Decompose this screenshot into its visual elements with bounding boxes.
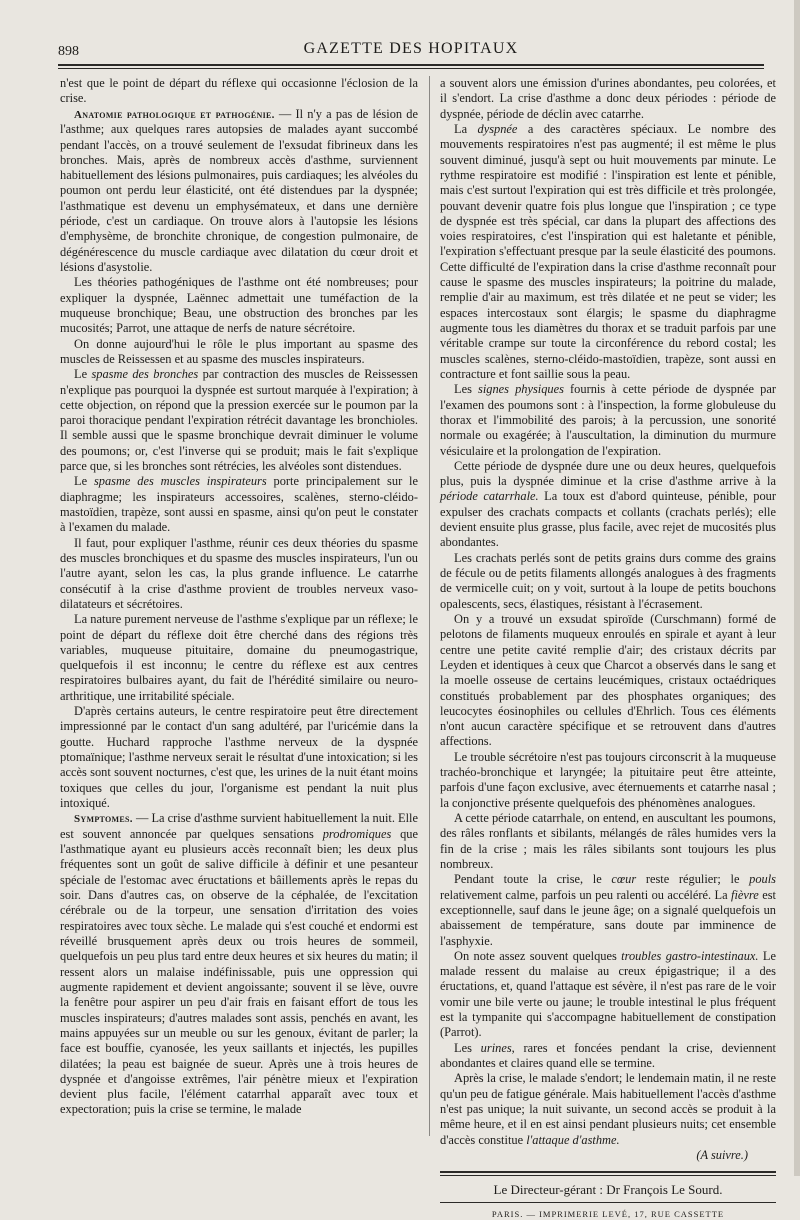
header-rule-thin xyxy=(58,68,764,69)
paragraph-text: — Il n'y a pas de lésion de l'asthme; aux quelques rares autopsies de malades ayant succombé pendant l'accès, on a trouvé seulement de l'exsudat fibrineux dans les bronches. Mais, après de nombreux accès d'asthme, surviennent habituellement des lésions pulmonaires, puis cardiaques; les alvéoles du poumon ont perdu leur élasticité, ont été distendues par la dyspnée; l'asthmatique est devenu un emphysémateux, et dans une dernière période, c'est un cardiaque. On trouve alors à l'autopsie les lésions d'emphysème, de bronchite chronique, de congestion pulmonaire, de dégénérescence du muscle cardiaque avec dilatation du cœur droit et lésions d'asystolie. xyxy=(60,106,418,275)
text: fournis à cette période de dyspnée par l'examen des poumons sont : à l'inspection, la forme globuleuse du thorax et l'immobilité des parois; à la percussion, une sonorité normale ou exagérée; à l'auscultation, la diminution du murmure vésiculaire et la prolongation de l'expiration. xyxy=(440,382,776,458)
section-heading: Symptomes. xyxy=(74,813,133,826)
text: Après la crise, le malade s'endort; le lendemain matin, il ne reste qu'un peu de fatigue générale. Mais habituellement l'accès d'asthme n'est pas unique; la nuit suivante, un second accès se produit à la même heure, et il en est ainsi pendant plusieurs nuits; cet ensemble d'accès constitue xyxy=(440,1071,776,1147)
paragraph xyxy=(440,949,776,1041)
text: que l'asthmatique ayant eu plusieurs accès reconnaît bien; les deux plus fréquentes sont un goût de salive difficile à définir et une pesanteur spéciale de l'estomac avec éructations et bâillements après le repas du soir. Dans d'autres cas, on observe de la céphalée, de l'excitation cérébrale ou de la torpeur, une sensation d'irritation des voies respiratoires avec toux sèche. Le malade qui s'est couché et endormi est réveillé brusquement après deux ou trois heures de sommeil, quelquefois un peu plus tard entre deux heures et six heures du matin; il ressent alors un malaise indéfinissable, puis une oppression qui augmente rapidement et devient angoissante; souvent il se lève, ouvre la fenêtre pour aspirer un peu d'air frais en faisant effort de tous les muscles inspirateurs; d'autres malades sont assis, penchés en avant, les mains appuyées sur un meuble ou sur les genoux, évitant de parler; la face est bouffie, cyanosée, les yeux saillants et injectés, les pupilles dilatées; la peau est baignée de sueur. Après une à trois heures de dyspnée et d'angoisse extrêmes, l'air pénètre mieux et l'expiration devient plus facile, l'élément catarrhal apparaît avec toux et expectoration; puis la crise se termine, le malade xyxy=(60,826,418,1117)
page-edge xyxy=(794,0,800,1176)
italic-term: l'attaque d'asthme. xyxy=(526,1132,620,1147)
text: La xyxy=(454,121,478,136)
paragraph: n'est que le point de départ du réflexe qui occasionne l'éclosion de la crise. xyxy=(60,76,418,106)
paragraph: D'après certains auteurs, le centre respiratoire peut être directement impressionné par le contact d'un sang adultéré, par l'uricémie dans la goutte. Huchard rapproche l'asthme nerveux de la dyspnée ptomaïnique; l'asthme nerveux serait le résultat d'une intoxication; si les accès sont souvent nocturnes, c'est que, les urines de la nuit étant moins toxiques que celles du jour, l'organisme est pendant la nuit plus intoxiqué. xyxy=(60,704,418,810)
paragraph: On donne aujourd'hui le rôle le plus important au spasme des muscles de Reissessen et au spasme des muscles inspirateurs. xyxy=(60,336,418,366)
paragraph xyxy=(440,122,776,382)
italic-term: prodromiques xyxy=(322,826,392,841)
text: par contraction des muscles de Reissessen n'explique pas pourquoi la dyspnée est surtout marquée à l'expiration; à cette objection, on répond que la pression exercée sur le poumon par la paroi thoracique pendant l'expiration rétrécit davantage les bronchioles. Il semble aussi que le spasme bronchique devrait diminuer le volume des poumons; or, c'est l'inverse qui se produit; mais le fait s'explique parce que, si les bronches sont rétrécies, les alvéoles sont distendues. xyxy=(60,367,418,474)
paragraph xyxy=(440,1071,776,1148)
italic-term: pouls xyxy=(749,872,776,887)
italic-term: période catarrhale. xyxy=(440,489,539,504)
text: Le malade ressent du malaise au creux épigastrique; il a des éructations, et, quand l'attaque est sévère, il n'est pas rare de le voir vomir une bile verte ou jaune; le trouble intestinal le plus fréquent est la tympanite qui s'accompagne habituellement de constipation (Parrot). xyxy=(440,948,776,1040)
running-head-title: GAZETTE DES HOPITAUX xyxy=(303,40,519,57)
paragraph: On y a trouvé un exsudat spiroïde (Curschmann) formé de pelotons de filaments muqueux enroulés en spirale et ayant à leur centre une petite cavité remplie d'air; des cristaux décrits par Leyden et identiques à ceux que Charcot a observés dans le sang et la moelle osseuse de certains leucémiques, cristaux octaédriques constitués probablement par des phosphates organiques; des leucocytes éosinophiles ou cellules d'Ehrlich. Tous ces éléments n'ont aucun caractère spécifique et se retrouvent dans d'autres affections. xyxy=(440,611,776,749)
text: reste régulier; le xyxy=(636,872,750,887)
italic-term: dyspnée xyxy=(477,121,518,136)
text: La toux est d'abord quinteuse, pénible, pour expulser des crachats compacts et collants (crachats perlés); elle devient ensuite plus grasse, plus facile, avec rejet de mucosités plus abondantes. xyxy=(440,489,776,550)
text: — La crise d'asthme survient habituellement la nuit. Elle est souvent annoncée par quelques sensations xyxy=(60,811,418,841)
paragraph: Le trouble sécrétoire n'est pas toujours circonscrit à la muqueuse trachéo-bronchique et laryngée; la pituitaire peut être atteinte, parfois d'une façon exclusive, avec éternuements et catarrhe nasal ; la conjonctive présente quelquefois des phénomènes analogues. xyxy=(440,749,776,810)
column-divider xyxy=(429,76,430,1136)
paragraph xyxy=(60,367,418,474)
paragraph xyxy=(440,459,776,551)
paragraph: a souvent alors une émission d'urines abondantes, peu colorées, et il s'endort. La crise d'asthme a donc deux périodes : période de dyspnée, période de déclin avec catarrhe. xyxy=(440,76,776,121)
section-heading: Anatomie pathologique et pathogénie. xyxy=(74,108,275,121)
paragraph: La nature purement nerveuse de l'asthme s'explique par un réflexe; le point de départ du réflexe doit être cherché dans des régions très variables, muqueuse pituitaire, domaine du pneumogastrique, quelquefois il est inconnu; le centre du réflexe est aux centres respiratoires bulbaires ayant, du fait de l'hérédité similaire ou neuro-arthritique, une irritabilité spéciale. xyxy=(60,612,418,703)
italic-term: cœur xyxy=(611,872,637,887)
text: Cette période de dyspnée dure une ou deux heures, quelquefois plus, puis la dyspnée diminue et la crise d'asthme arrive à la xyxy=(440,458,776,489)
text: Les xyxy=(454,382,478,397)
paragraph: Il faut, pour expliquer l'asthme, réunir ces deux théories du spasme des muscles bronchiques et du spasme des muscles inspirateurs, l'un ou l'autre ayant, selon les cas, la plus grande influence. Le catarrhe consécutif à la crise d'asthme provient de troubles nerveux vaso-dilatateurs et sécrétoires. xyxy=(60,535,418,611)
right-column xyxy=(440,76,776,1220)
director-signature: Le Directeur-gérant : Dr François Le Sourd. xyxy=(493,1182,723,1198)
paragraph: Les théories pathogéniques de l'asthme ont été nombreuses; pour expliquer la dyspnée, Laënnec admettait une tuméfaction de la muqueuse bronchique; Beau, une obstruction des bronches par les mucosités; Parrot, une attaque de nerfs de nature sécrétoire. xyxy=(60,275,418,336)
italic-term: spasme des muscles inspirateurs xyxy=(93,474,267,489)
paragraph: Les crachats perlés sont de petits grains durs comme des grains de fécule ou de petits filaments allongés analogues à des fragments de vermicelle cuit; on y voit, surtout à la loupe de petits bouchons opalescents, secs, élastiques, résistant à l'écrasement. xyxy=(440,550,776,611)
paragraph-anatomie xyxy=(60,107,418,276)
text: , rares et foncées pendant la crise, deviennent abondantes et claires quand elle se termine. xyxy=(440,1040,776,1070)
text: Le xyxy=(74,367,92,382)
italic-term: spasme des bronches xyxy=(91,367,199,382)
footer-rule-thin xyxy=(440,1202,776,1203)
text: a des caractères spéciaux. Le nombre des mouvements respiratoires n'est pas augmenté; il est même le plus souvent diminué, jusqu'à sept ou huit mouvements par minute. Le rythme respiratoire est modifié : l'inspiration est lente et pénible, mais c'est surtout l'expiration qui est très difficile et très prolongée, pouvant devenir quatre fois plus longue que l'inspiration ; ce type de dyspnée est très spécial, car dans la plupart des affections des voies respiratoires, c'est l'inspiration qui est haletante et pénible, l'expiration s'effectuant presque par la seule élasticité des poumons. Cette difficulté de l'expiration dans la crise d'asthme reconnaît pour cause le spasme des muscles inspirateurs; la poitrine du malade, remplie d'air au maximum, est très dilatée et ne peut se vider; les espaces intercostaux sont élargis; le spasme du diaphragme augmente tous les diamètres du thorax et se traduit parfois par une véritable crampe sur toute la circonférence du rebord costal; les muscles scalènes, sterno-cléido-mastoïdien, trapèze, sont aussi en contracture et font saillie sous la peau. xyxy=(440,121,776,381)
paragraph xyxy=(440,872,776,949)
page-number: 898 xyxy=(58,44,79,59)
paragraph-symptomes xyxy=(60,811,418,1118)
footer xyxy=(440,1171,776,1220)
text: Les xyxy=(454,1040,481,1055)
printer-line: PARIS. — IMPRIMERIE LEVÉ, 17, RUE CASSETTE xyxy=(491,1209,725,1220)
text: est exceptionnelle, sauf dans le jeune âge; on a signalé quelquefois un abaissement de température, sans doute par imminence de l'asphyxie. xyxy=(440,887,776,948)
text: relativement calme, parfois un peu ralenti ou accéléré. La xyxy=(440,887,732,902)
paragraph xyxy=(440,382,776,459)
text: Le xyxy=(74,474,94,489)
italic-term: fièvre xyxy=(731,887,759,902)
header-rule xyxy=(58,64,764,66)
italic-term: urines xyxy=(480,1040,512,1055)
to-be-continued: (A suivre.) xyxy=(696,1147,748,1162)
paragraph xyxy=(60,474,418,535)
text: Pendant toute la crise, le xyxy=(454,872,612,887)
italic-term: signes physiques xyxy=(478,382,564,397)
left-column xyxy=(60,76,418,1118)
text: porte principalement sur le diaphragme; les inspirateurs accessoires, scalènes, sterno-cléido-mastoïdien, trapèze, sont aussi en spasme, ainsi qu'on peut le constater à l'examen du malade. xyxy=(60,474,418,535)
footer-rule xyxy=(440,1171,776,1173)
text: On note assez souvent quelques xyxy=(454,948,622,963)
paragraph xyxy=(440,1041,776,1072)
paragraph: A cette période catarrhale, on entend, en auscultant les poumons, des râles ronflants et sibilants, mélangés de râles humides vers la fin de la crise ; mais les râles sibilants sont toujours les plus nombreux. xyxy=(440,811,776,871)
italic-term: troubles gastro-intestinaux. xyxy=(621,948,759,963)
